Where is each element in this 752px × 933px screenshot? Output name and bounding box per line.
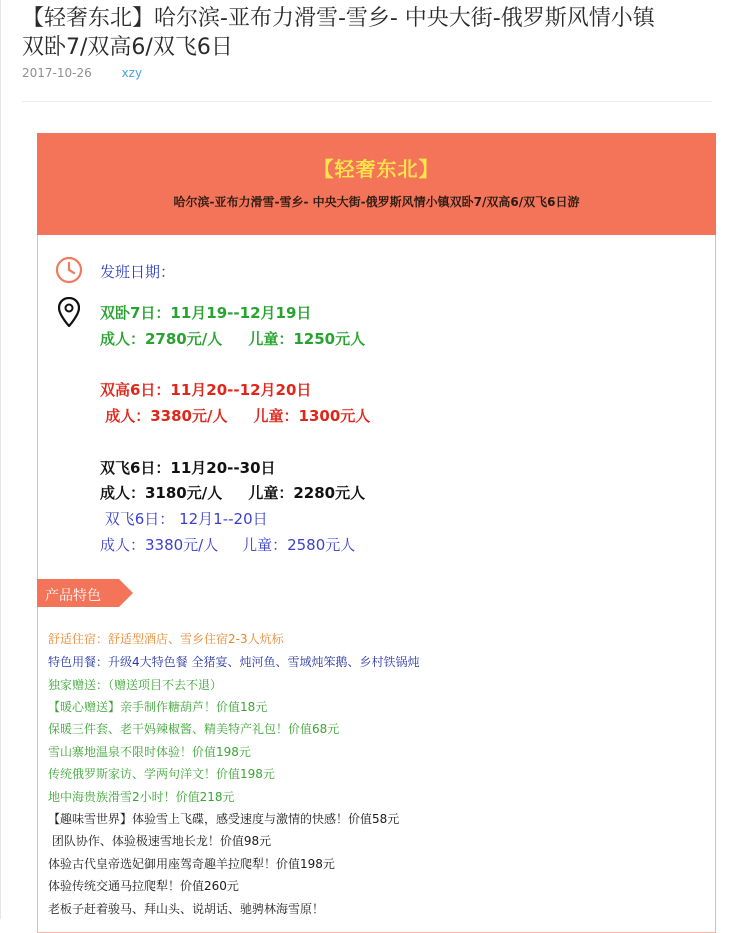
location-pin-icon (58, 297, 80, 327)
product-features-tag (37, 579, 133, 607)
post-meta (22, 66, 142, 80)
feature-item: 雪山寨地温泉不限时体验！价值198元 (48, 745, 251, 759)
plan-sleeper-prices: 成人：2780元/人 儿童：1250元人 (100, 330, 366, 348)
plan-flight-prices: 成人：3180元/人 儿童：2280元人 (100, 484, 366, 502)
plan-flight-dates: 双飞6日：11月20--30日 (100, 459, 276, 477)
banner-subtitle: 哈尔滨-亚布力滑雪-雪乡- 中央大街-俄罗斯风情小镇双卧7/双高6/双飞6日游 (173, 195, 580, 209)
feature-item: 保暖三件套、老干妈辣椒酱、精美特产礼包！价值68元 (48, 722, 340, 736)
plan-highspeed-dates: 双高6日：11月20--12月20日 (100, 381, 312, 399)
post-date: 2017-10-26 (22, 66, 92, 80)
plan-highspeed-prices: 成人：3380元/人 儿童：1300元人 (100, 407, 371, 425)
feature-item: 地中海贵族滑雪2小时！价值218元 (48, 790, 235, 804)
post-title (22, 4, 737, 62)
divider (22, 101, 712, 102)
feature-item: 【暖心赠送】亲手制作糖葫芦！价值18元 (48, 700, 268, 714)
left-border (0, 0, 1, 919)
plan-flight-dec-prices: 成人：3380元/人 儿童：2580元人 (100, 536, 356, 554)
feature-item: 老板子赶着骏马、拜山头、说胡话、驰骋林海雪原！ (48, 902, 325, 916)
post-title-line1: 【轻奢东北】哈尔滨-亚布力滑雪-雪乡- 中央大街-俄罗斯风情小镇 (22, 6, 655, 31)
feature-item: 特色用餐：升级4大特色餐 全猪宴、炖河鱼、雪域炖笨鹅、乡村铁锅炖 (48, 655, 420, 669)
feature-item: 舒适住宿：舒适型酒店、雪乡住宿2-3人炕标 (48, 632, 284, 646)
product-features-label: 产品特色 (45, 588, 101, 604)
banner-title: 【轻奢东北】 (313, 157, 440, 181)
feature-item: 体验传统交通马拉爬犁！价值260元 (48, 879, 239, 893)
plan-sleeper-dates: 双卧7日：11月19--12月19日 (100, 304, 312, 322)
clock-icon (55, 256, 83, 284)
plan-flight-dec-dates: 双飞6日： 12月1--20日 (100, 510, 268, 528)
post-author-link[interactable]: xzy (121, 66, 143, 80)
feature-item: 【趣味雪世界】体验雪上飞碟，感受速度与激情的快感！价值58元 (48, 812, 400, 826)
feature-item: 团队协作、体验极速雪地长龙！价值98元 (48, 834, 272, 848)
banner (37, 133, 716, 235)
post-title-line2: 双卧7/双高6/双飞6日 (22, 35, 233, 60)
feature-item: 体验古代皇帝选妃御用座驾奇趣羊拉爬犁！价值198元 (48, 857, 335, 871)
feature-item: 传统俄罗斯家访、学两句洋文！价值198元 (48, 767, 275, 781)
schedule-label: 发班日期： (100, 263, 176, 281)
feature-item: 独家赠送：（赠送项目不去不退） (48, 678, 223, 692)
